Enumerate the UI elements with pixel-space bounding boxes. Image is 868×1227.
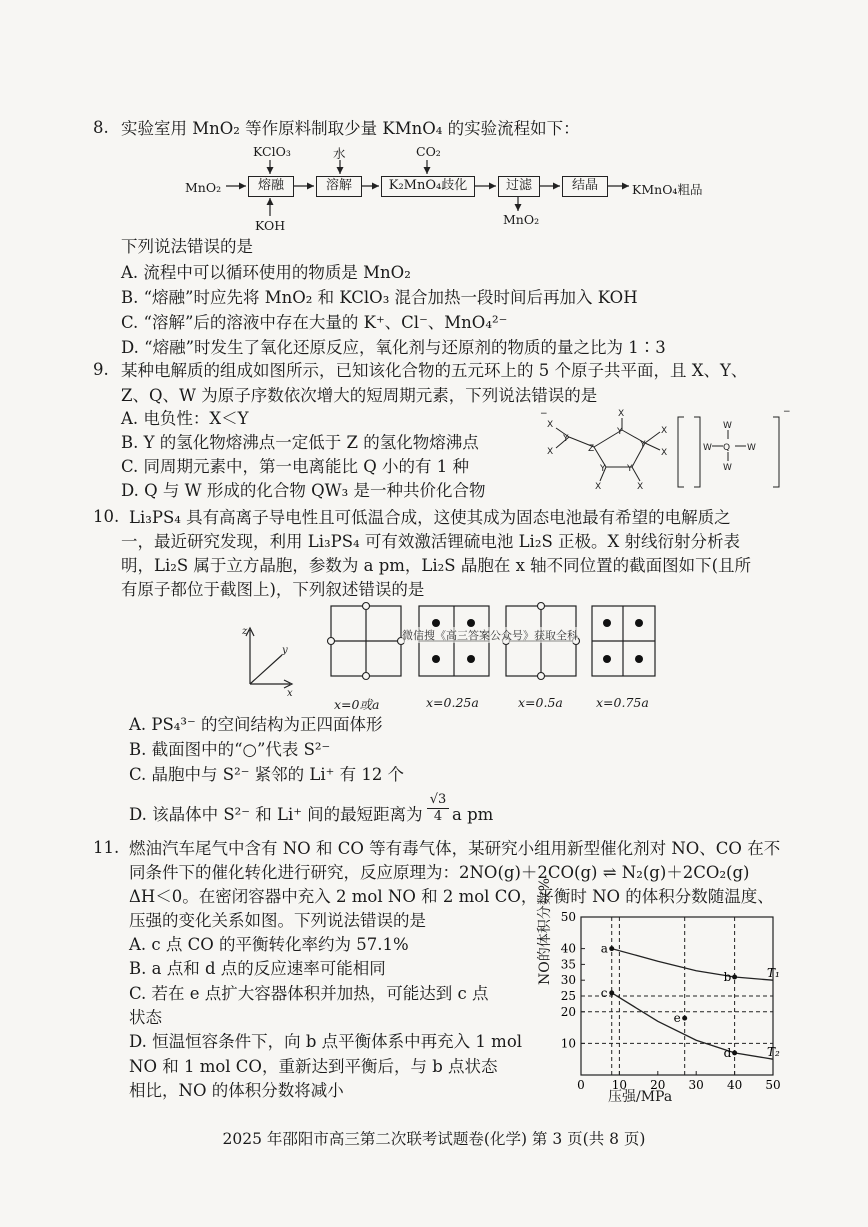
x-tick-label-30: 30 [688, 1078, 704, 1092]
y-tick-label-25: 25 [560, 989, 576, 1003]
axis-z-label: z [242, 626, 248, 637]
atom-w-top: W [723, 421, 732, 431]
x-tick-label-10: 10 [611, 1078, 628, 1092]
flow-input-koh: KOH [255, 218, 286, 233]
q10-option-b: B. 截面图中的“○”代表 S²⁻ [129, 740, 331, 759]
axis-y-label: y [282, 645, 288, 656]
atom-y-left: Y [563, 434, 569, 444]
flow-step-4: 过滤 [498, 176, 540, 197]
q11-option-b: B. a 点和 d 点的反应速率可能相同 [129, 959, 386, 978]
q11-line-3: ΔH＜0。在密闭容器中充入 2 mol NO 和 2 mol CO，平衡时 NO 的体积分数随温度、 [129, 887, 774, 906]
series-label-2: T₂ [767, 1045, 780, 1060]
atom-x-1: X [618, 409, 625, 419]
y-tick-label-50: 50 [560, 910, 576, 924]
q11-option-c-cont: 状态 [129, 1008, 162, 1027]
q8-option-b: B. “熔融”时应先将 MnO₂ 和 KClO₃ 混合加热一段时间后再加入 KOH [121, 288, 638, 307]
q10-line-1: Li₃PS₄ 具有高离子导电性且可低温合成，这使其成为固态电池最有希望的电解质之 [129, 508, 731, 527]
flow-input-co2: CO₂ [416, 144, 441, 159]
q11-option-a: A. c 点 CO 的平衡转化率约为 57.1% [129, 935, 409, 954]
watermark-text: 微信搜《高三答案公众号》获取全科 [402, 629, 578, 642]
q10-line-3: 明，Li₂S 属于立方晶胞，参数为 a pm，Li₂S 晶胞在 x 轴不同位置的截面图如下(且所 [121, 556, 752, 575]
point-label-a: a [600, 941, 608, 956]
flow-output-mno2: MnO₂ [503, 212, 540, 227]
point-c [609, 990, 614, 995]
point-e [682, 1016, 687, 1021]
atom-w-right: W [747, 443, 756, 453]
q9-option-a: A. 电负性：X＜Y [121, 409, 249, 428]
caption-x075: x=0.75a [596, 695, 649, 710]
x-tick-label-50: 50 [765, 1078, 781, 1092]
q11-line-4: 压强的变化关系如图。下列说法错误的是 [129, 911, 426, 930]
q11-option-d-cont2: 相比，NO 的体积分数将减小 [129, 1081, 344, 1100]
q11-line-1: 燃油汽车尾气中含有 NO 和 CO 等有毒气体，某研究小组用新型催化剂对 NO、CO 在不 [129, 839, 781, 858]
x-tick-label-40: 40 [726, 1078, 743, 1092]
x-tick-label-20: 20 [650, 1078, 666, 1092]
point-label-b: b [723, 970, 732, 985]
q10-line-2: 一，最近研究发现，利用 Li₃PS₄ 可有效激活锂硫电池 Li₂S 正极。X 射线衍射分析表 [121, 532, 740, 551]
atom-w-left: W [703, 443, 712, 453]
flow-step-2: 溶解 [316, 176, 362, 197]
y-tick-label-20: 20 [560, 1004, 576, 1019]
q11-option-c: C. 若在 e 点扩大容器体积并加热，可能达到 c 点 [129, 984, 489, 1003]
q9-option-b: B. Y 的氢化物熔沸点一定低于 Z 的氢化物熔沸点 [121, 433, 479, 452]
flow-step-3: K₂MnO₄歧化 [381, 176, 475, 197]
q8-option-d: D. “熔融”时发生了氧化还原反应，氧化剂与还原剂的物质的量之比为 1∶3 [121, 338, 666, 357]
chart-xlabel: 压强/MPa [608, 1089, 673, 1105]
atom-x-5: X [547, 447, 554, 457]
chart-ylabel: NO的体积分数% [537, 877, 553, 985]
q10-line-4: 有原子都位于截图上)，下列叙述错误的是 [121, 580, 425, 599]
q11-option-d: D. 恒温恒容条件下，向 b 点平衡体系中再充入 1 mol [129, 1032, 523, 1051]
flow-input-water: 水 [333, 146, 346, 161]
flow-step-1: 熔融 [248, 176, 294, 197]
y-tick-label-10: 10 [560, 1036, 576, 1051]
series-label-1: T₁ [767, 966, 780, 981]
series-line-1 [612, 949, 773, 981]
flow-start: MnO₂ [185, 180, 222, 195]
axis-x-label: x [287, 688, 293, 699]
q8-prompt: 下列说法错误的是 [121, 237, 253, 256]
q9-stem-line-1: 某种电解质的组成如图所示，已知该化合物的五元环上的 5 个原子共平面，且 X、Y、 [121, 361, 748, 380]
atom-y-bottom-left: Y [600, 464, 606, 474]
atom-x-7: X [637, 482, 644, 492]
question-10-number: 10. [93, 507, 120, 526]
atom-x-2: X [661, 426, 668, 436]
atom-x-6: X [595, 482, 602, 492]
flow-end: KMnO₄粗品 [632, 182, 703, 197]
atom-z: Z [588, 444, 595, 454]
question-8-stem: 实验室用 MnO₂ 等作原料制取少量 KMnO₄ 的实验流程如下： [121, 119, 580, 138]
atom-w-bottom: W [723, 463, 732, 473]
y-tick-label-40: 40 [560, 941, 576, 956]
q10-option-c: C. 晶胞中与 S²⁻ 紧邻的 Li⁺ 有 12 个 [129, 765, 405, 784]
q11-line-2: 同条件下的催化转化进行研究，反应原理为：2NO(g)＋2CO(g) ⇌ N₂(g)＋2CO₂(g) [129, 863, 750, 882]
q10-option-d: D. 该晶体中 S²⁻ 和 Li⁺ 间的最短距离为 [129, 805, 423, 824]
point-label-d: d [723, 1045, 732, 1060]
atom-x-3: X [661, 448, 668, 458]
question-11-number: 11. [93, 838, 120, 857]
flow-input-kclo3: KClO₃ [253, 144, 291, 159]
atom-y-right: Y [640, 440, 646, 450]
fraction-denominator: 4 [433, 809, 443, 824]
charge-minus-anion: − [783, 407, 791, 417]
point-d [732, 1050, 737, 1055]
q9-option-c: C. 同周期元素中，第一电离能比 Q 小的有 1 种 [121, 457, 470, 476]
atom-q: Q [723, 443, 731, 453]
q8-option-a: A. 流程中可以循环使用的物质是 MnO₂ [121, 263, 411, 282]
question-9-number: 9. [93, 360, 109, 379]
caption-x05: x=0.5a [518, 695, 563, 710]
caption-x0: x=0或a [334, 697, 380, 712]
q11-option-d-cont1: NO 和 1 mol CO，重新达到平衡后，与 b 点状态 [129, 1057, 498, 1076]
point-label-c: c [600, 985, 608, 1000]
y-tick-label-30: 30 [560, 973, 576, 988]
q9-stem-line-2: Z、Q、W 为原子序数依次增大的短周期元素，下列说法错误的是 [121, 386, 598, 405]
question-8-number: 8. [93, 118, 109, 137]
q8-option-c: C. “溶解”后的溶液中存在大量的 K⁺、Cl⁻、MnO₄²⁻ [121, 313, 508, 332]
point-label-e: e [673, 1011, 681, 1026]
page-footer: 2025 年邵阳市高三第二次联考试题卷(化学) 第 3 页(共 8 页) [222, 1130, 646, 1148]
q10-option-a: A. PS₄³⁻ 的空间结构为正四面体形 [129, 715, 383, 734]
series-line-2 [612, 993, 773, 1059]
caption-x025: x=0.25a [426, 695, 479, 710]
atom-y-top: Y [617, 427, 623, 437]
charge-minus-cation: − [540, 409, 548, 419]
x-tick-label-0: 0 [577, 1078, 585, 1092]
q9-option-d: D. Q 与 W 形成的化合物 QW₃ 是一种共价化合物 [121, 481, 486, 500]
flow-step-5: 结晶 [562, 176, 608, 197]
point-b [732, 975, 737, 980]
fraction-numerator: √3 [427, 792, 449, 809]
atom-y-bottom-right: Y [627, 464, 633, 474]
atom-x-4: X [547, 420, 554, 430]
point-a [609, 946, 614, 951]
y-tick-label-35: 35 [560, 957, 576, 972]
q10-option-d-unit: a pm [452, 805, 494, 824]
